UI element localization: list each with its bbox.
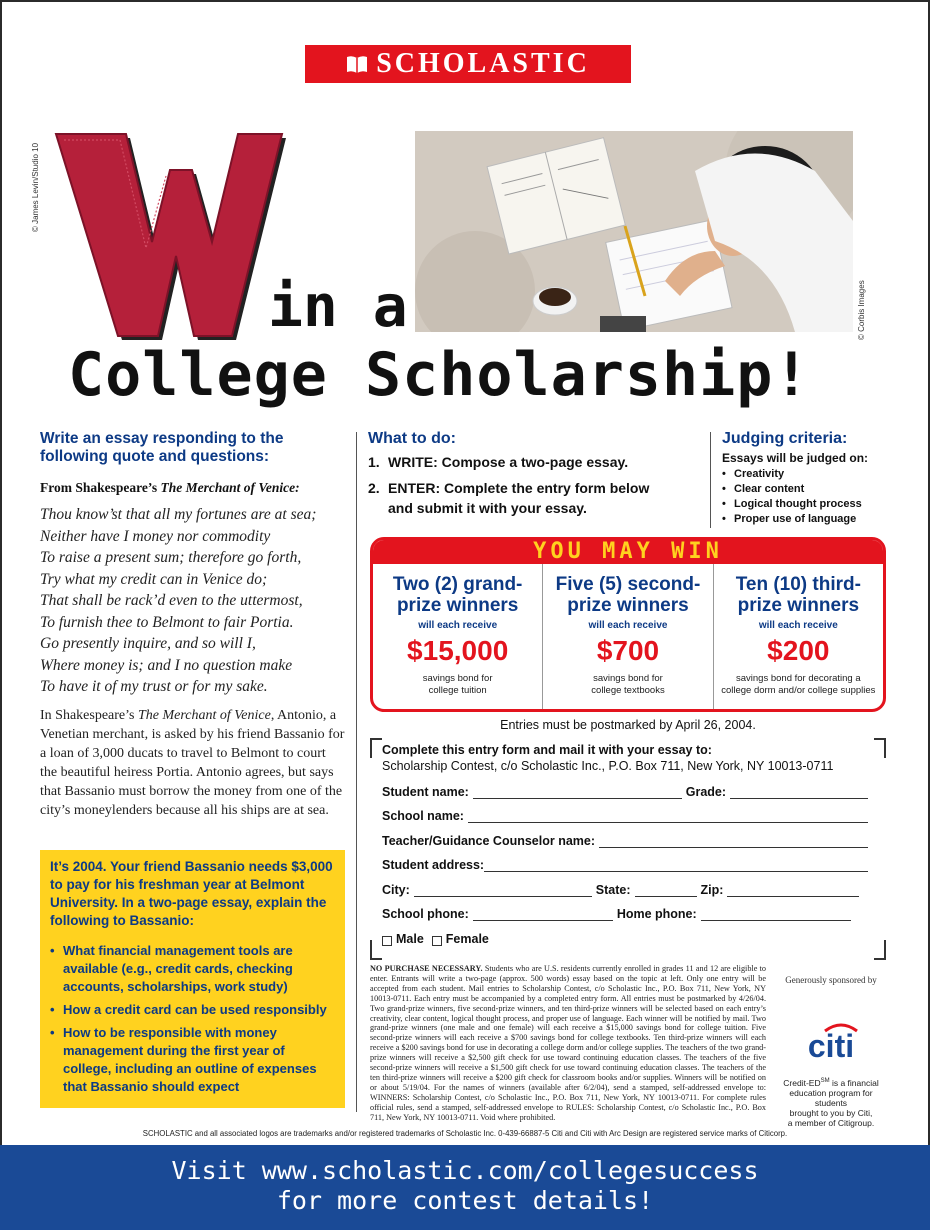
quote-line: That shall be rack’d even to the uttermost, [40,592,303,609]
school-name-label: School name: [382,809,464,823]
step-write [368,452,708,472]
school-phone-label: School phone: [382,907,469,921]
step-text: ENTER: Complete the entry form below [388,480,650,496]
quote-line: To furnish thee to Belmont to fair Portia. [40,613,294,631]
form-row [382,897,872,922]
student-photo [415,131,853,332]
task-item: • How to be responsible with money management during the first year of college, including an outline of expenses that Bassanio should expect [50,1024,335,1096]
quote-line: Go presently inquire, and so will I, [40,635,256,652]
quote-source-title: The Merchant of Venice: [160,480,300,495]
form-row [382,823,872,848]
task-item: • What financial management tools are available (e.g., credit cards, checking accounts, scholarships, work study) [50,942,335,996]
prize-grand [373,564,542,712]
prize-title: Five (5) second- prize winners [555,574,701,616]
male-checkbox[interactable] [382,936,392,946]
teacher-field[interactable] [599,835,868,848]
female-label: Female [445,931,489,946]
quote-line: To raise a present sum; therefore go forth, [40,549,302,566]
form-heading: Complete this entry form and mail it with your essay to: [382,743,712,757]
prize-receive: will each receive [588,620,668,631]
step-number: 1. [368,454,380,470]
home-phone-field[interactable] [701,908,851,921]
essay-prompt-column [40,430,345,820]
step-text-cont: and submit it with your essay. [388,500,587,516]
prize-receive: will each receive [418,620,498,631]
prize-box [370,537,886,712]
state-field[interactable] [635,884,697,897]
form-mailing-address: Scholarship Contest, c/o Scholastic Inc., P.O. Box 711, New York, NY 10013-0711 [382,759,834,773]
citi-logo-icon [795,1017,867,1061]
quote-source [40,480,345,496]
quote-line: Where money is; and I no question make [40,656,293,674]
prize-amount: $15,000 [407,635,509,666]
footer-banner [0,1145,930,1230]
varsity-w-letter [48,130,288,340]
sponsor-description: Credit-ED℠ is a financial education program for students brought to you by Citi, a member of Citigroup. [783,1077,879,1128]
zip-label: Zip: [700,882,724,897]
form-row [382,774,872,799]
headline-college-scholarship: College Scholarship! [68,340,811,410]
home-phone-label: Home phone: [616,907,697,921]
student-name-label: Student name: [382,784,469,799]
prize-description: savings bond for decorating a college dorm and/or college supplies [721,673,876,696]
prize-second [542,564,712,712]
prize-title: Ten (10) third- prize winners [735,574,861,616]
quote-line: To have it of my trust or for my sake. [40,678,268,695]
footer-line-2: for more contest details! [276,1186,654,1215]
logo-text: SCHOLASTIC [376,48,590,79]
judging-subheading: Essays will be judged on: [722,451,869,465]
column-divider [356,432,357,1112]
task-item: • How a credit card can be used responsibly [50,1001,335,1019]
official-rules [370,964,766,1123]
task-heading: It’s 2004. Your friend Bassanio needs $3,000 to pay for his freshman year at Belmont University. In a two-page essay, explain the following to Bassanio: [50,859,333,928]
task-list [50,942,335,1096]
form-corner [874,738,886,758]
what-to-do-section [368,430,708,518]
prize-columns [373,564,883,712]
judging-section [722,430,902,527]
grade-label: Grade: [685,784,727,799]
male-label: Male [396,931,424,946]
form-row [382,872,872,897]
female-checkbox[interactable] [432,936,442,946]
quote-line: Try what my credit can in Venice do; [40,570,268,588]
judging-item: • Creativity [722,467,902,482]
step-number: 2. [368,480,380,496]
state-label: State: [595,882,631,897]
judging-divider [710,432,711,528]
school-phone-field[interactable] [473,908,613,921]
book-icon [346,54,368,74]
student-address-field[interactable] [484,859,868,872]
rules-text: Students who are U.S. residents currently enrolled in grades 11 and 12 are eligible to enter. Entrants will write a two-page (approx. 500 words) essay based on the topic at left. Only one entry will be accepted from each student. Mail entries to Scholarship Contest, c/o Scholastic Inc., P.O. Box 711, New York, NY 10013-0711. Each entry must be accompanied by a completed entry form. All entries must be postmarked by 4/26/04. Two grand-prize winners, five second-prize winners, and ten third-prize winners will be selected based on each entry’s creativity, clear content, logical thought process, and proper use of language. Each winner will be notified by mail. Two grand-prize winners (one male and one female) will each receive a $15,000 savings bond for college tuition. Five second-prize winners will each receive a $700 savings bond for college textbooks. Ten third-prize winners will each receive a $200 savings bond for use in decorating a college dorm and/or college supplies. The teachers of the two grand-prize winners will receive a $2,500 gift check for use toward continuing education classes. The teachers of the five second-prize winners will receive a $1,500 gift check for use toward continuing education classes. The teachers of the ten third-prize winners will receive a $200 gift check for classroom books and/or supplies. Winners will be notified on or about 5/19/04. For the names of winners (available after 6/2/04), send a stamped, self-addressed envelope to: WINNERS: Scholarship Contest, c/o Scholastic Inc., P.O. Box 711, New York, NY 10013-0711. For complete rules official rules, send a stamped, self-addressed envelope to RULES: Scholarship Contest, c/o Scholastic Inc., P.O. Box 711, New York, NY 10013-0711. Void where prohibited. [370,964,766,1122]
shakespeare-quote [40,504,345,698]
rules-lead: NO PURCHASE NECESSARY. [370,964,483,973]
prize-receive: will each receive [758,620,838,631]
step-text: WRITE: Compose a two-page essay. [388,454,629,470]
footer-line-1[interactable]: Visit www.scholastic.com/collegesuccess [171,1156,759,1185]
prize-amount: $700 [596,635,660,666]
trademark-notice: SCHOLASTIC and all associated logos are trademarks and/or registered trademarks of Scholastic Inc. 0-439-66887-5 Citi and Citi with Arc Design are registered service marks of Citicorp. [142,1129,788,1138]
photo-credit-left: © James Levin/Studio 10 [31,142,40,232]
summary-title: The Merchant of Venice [137,707,271,723]
sponsor-label: Generously sponsored by [785,975,877,985]
summary-text: , Antonio, a Venetian merchant, is asked by his friend Bassanio for a loan of 3,000 ducats to travel to Belmont to court the beautiful heiress Portia. Antonio agrees, but says that Bassanio must borrow the money from one of the city’s moneylenders because all his ships are at sea. [40,707,345,818]
form-corner [370,738,382,758]
judging-list [722,467,902,527]
play-summary [40,706,345,820]
school-name-field[interactable] [468,810,868,823]
prize-description: savings bond for college tuition [422,673,493,696]
form-row [382,921,872,946]
city-label: City: [382,882,410,897]
summary-prefix: In Shakespeare’s [40,707,138,723]
form-row [382,848,872,873]
svg-text:citi: citi [807,1028,855,1061]
teacher-label: Teacher/Guidance Counselor name: [382,833,596,848]
step-enter [368,478,708,518]
scholastic-logo[interactable] [305,45,631,83]
prize-banner: YOU MAY WIN [373,540,883,564]
postmark-deadline: Entries must be postmarked by April 26, 2004. [500,718,756,732]
form-row [382,799,872,824]
judging-heading: Judging criteria: [722,430,848,447]
what-to-do-heading: What to do: [368,430,456,447]
student-address-label: Student address: [382,858,485,872]
student-name-field[interactable] [473,786,682,799]
entry-form [370,738,886,960]
prize-title: Two (2) grand- prize winners [392,574,523,616]
form-corner [370,940,382,960]
prize-third [713,564,883,712]
city-field[interactable] [414,884,592,897]
quote-line: Thou know’st that all my fortunes are at sea; [40,506,317,523]
form-corner [874,940,886,960]
prize-amount: $200 [767,635,830,666]
headline-in-a: in a [268,272,408,340]
judging-item: • Clear content [722,482,902,497]
grade-field[interactable] [730,786,868,799]
judging-item: • Proper use of language [722,512,902,527]
quote-source-prefix: From Shakespeare’s [40,480,161,495]
sponsor-block [776,975,886,1128]
form-inner [382,742,872,946]
quote-line: Neither have I money nor commodity [40,527,271,545]
prize-description: savings bond for college textbooks [591,673,665,696]
photo-credit-right: © Corbis Images [857,280,866,340]
essay-prompt-heading: Write an essay responding to the following quote and questions: [40,430,284,465]
judging-item: • Logical thought process [722,497,902,512]
essay-task-box [40,850,345,1108]
zip-field[interactable] [727,884,859,897]
